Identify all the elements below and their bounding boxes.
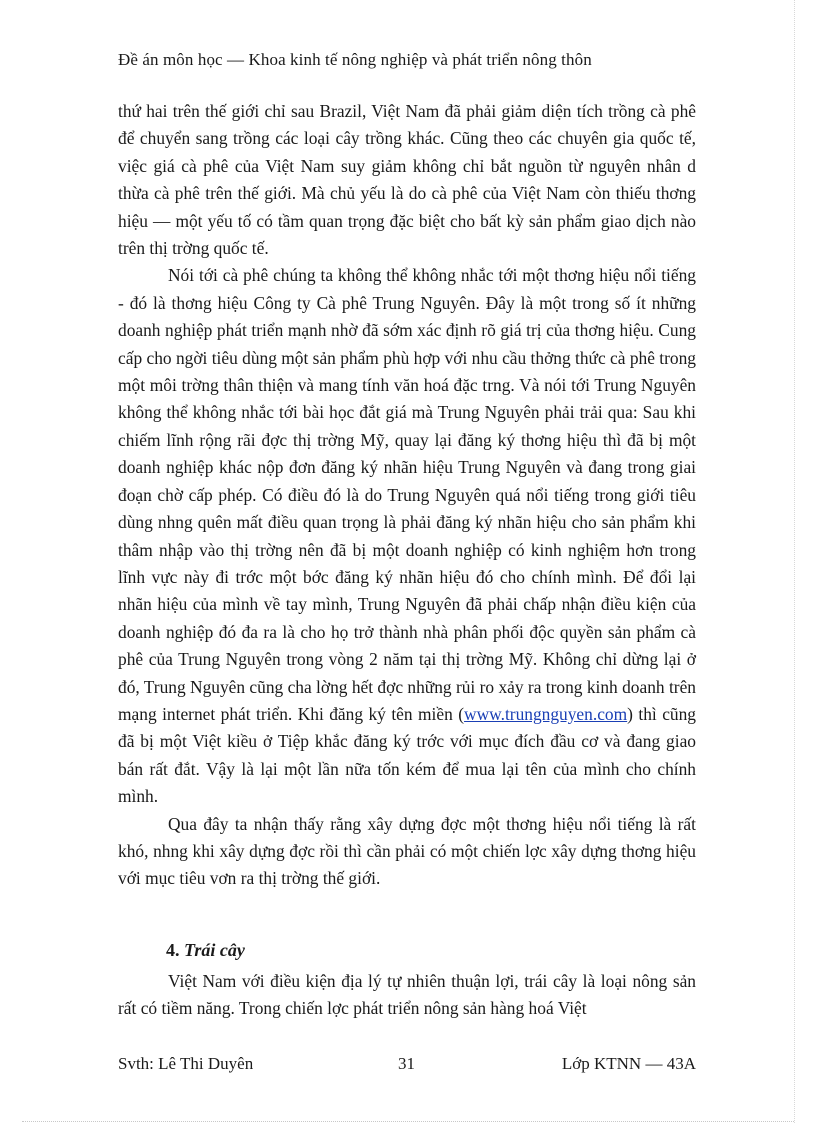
- section-title: Trái cây: [184, 940, 245, 960]
- section-paragraph: Việt Nam với điều kiện địa lý tự nhiên thuận lợi, trái cây là loại nông sản rất có tiềm năng. Trong chiến lợc phát triển nông sản hàng hoá Việt: [118, 971, 696, 1019]
- paragraph-trung-nguyen: [118, 262, 696, 810]
- paragraph-continuation: thứ hai trên thế giới chỉ sau Brazil, Việt Nam đã phải giảm diện tích trồng cà phê để chuyển sang trồng các loại cây trồng khác. Cũng theo các chuyên gia quốc tế, việc giá cà phê của Việt Nam suy giảm không chỉ bắt nguồn từ nguyên nhân d thừa cà phê trên thế giới. Mà chủ yếu là do cà phê của Việt Nam còn thiếu thơng hiệu — một yếu tố có tầm quan trọng đặc biệt cho bất kỳ sản phẩm giao dịch nào trên thị trờng quốc tế.: [118, 101, 696, 259]
- paragraph-text: ) thì cũng đã bị một Việt kiều ở Tiệp khắc đăng ký trớc với mục đích đầu cơ và đang giao bán rất đắt. Vậy là lại một lần nữa tốn kém để mua lại tên của mình cho chính mình.: [118, 703, 696, 807]
- footer-page-number: 31: [398, 1054, 415, 1073]
- website-link[interactable]: www.trungnguyen.com: [464, 703, 628, 724]
- footer-author: Svth: Lê Thi Duyên: [118, 1054, 254, 1073]
- footer-class: Lớp KTNN — 43A: [561, 1054, 696, 1073]
- section-heading: [166, 940, 245, 961]
- paragraph-text: Nói tới cà phê chúng ta không thể không nhắc tới một thơng hiệu nổi tiếng - đó là thơng hiệu Công ty Cà phê Trung Nguyên. Đây là một trong số ít những doanh nghiệp phát triển mạnh nhờ đã sớm xác định rõ giá trị của thơng hiệu. Cung cấp cho ngời tiêu dùng một sản phẩm phù hợp với nhu cầu thởng thức cà phê trong một môi trờng thân thiện và mang tính văn hoá đặc trng. Và nói tới Trung Nguyên không thể không nhắc tới bài học đắt giá mà Trung Nguyên phải trải qua: Sau khi chiếm lĩnh rộng rãi đợc thị trờng Mỹ, quay lại đăng ký thơng hiệu thì đã bị một doanh nghiệp khác nộp đơn đăng ký nhãn hiệu Trung Nguyên và đang trong giai đoạn chờ cấp phép. Có điều đó là do Trung Nguyên quá nổi tiếng trong giới tiêu dùng nhng quên mất điều quan trọng là phải đăng ký nhãn hiệu cho sản phẩm khi thâm nhập vào thị trờng nên đã bị một doanh nghiệp có kinh nghiệm hơn trong lĩnh vực này đi trớc một bớc đăng ký nhãn hiệu đó cho chính mình. Để đổi lại nhãn hiệu của mình về tay mình, Trung Nguyên đã phải chấp nhận điều kiện của doanh nghiệp đó đa ra là cho họ trở thành nhà phân phối độc quyền sản phẩm cà phê của Trung Nguyên trong vòng 2 năm tại thị trờng Mỹ. Không chỉ dừng lại ở đó, Trung Nguyên cũng cha lờng hết đợc những rủi ro xảy ra trong kinh doanh trên mạng internet phát triển. Khi đăng ký tên miền (: [118, 265, 696, 724]
- page-bottom-border: [22, 1121, 794, 1122]
- paragraph-conclusion: Qua đây ta nhận thấy rằng xây dựng đợc một thơng hiệu nổi tiếng là rất khó, nhng khi xây dựng đợc rồi thì cần phải có một chiến lợc xây dựng thơng hiệu với mục tiêu vơn ra thị trờng thế giới.: [118, 813, 696, 889]
- page-right-border: [794, 0, 795, 1123]
- body-text: [118, 98, 696, 893]
- page-header: Đề án môn học — Khoa kinh tế nông nghiệp và phát triển nông thôn: [118, 50, 592, 69]
- section-number: 4.: [166, 940, 180, 960]
- section-text: [118, 968, 696, 1023]
